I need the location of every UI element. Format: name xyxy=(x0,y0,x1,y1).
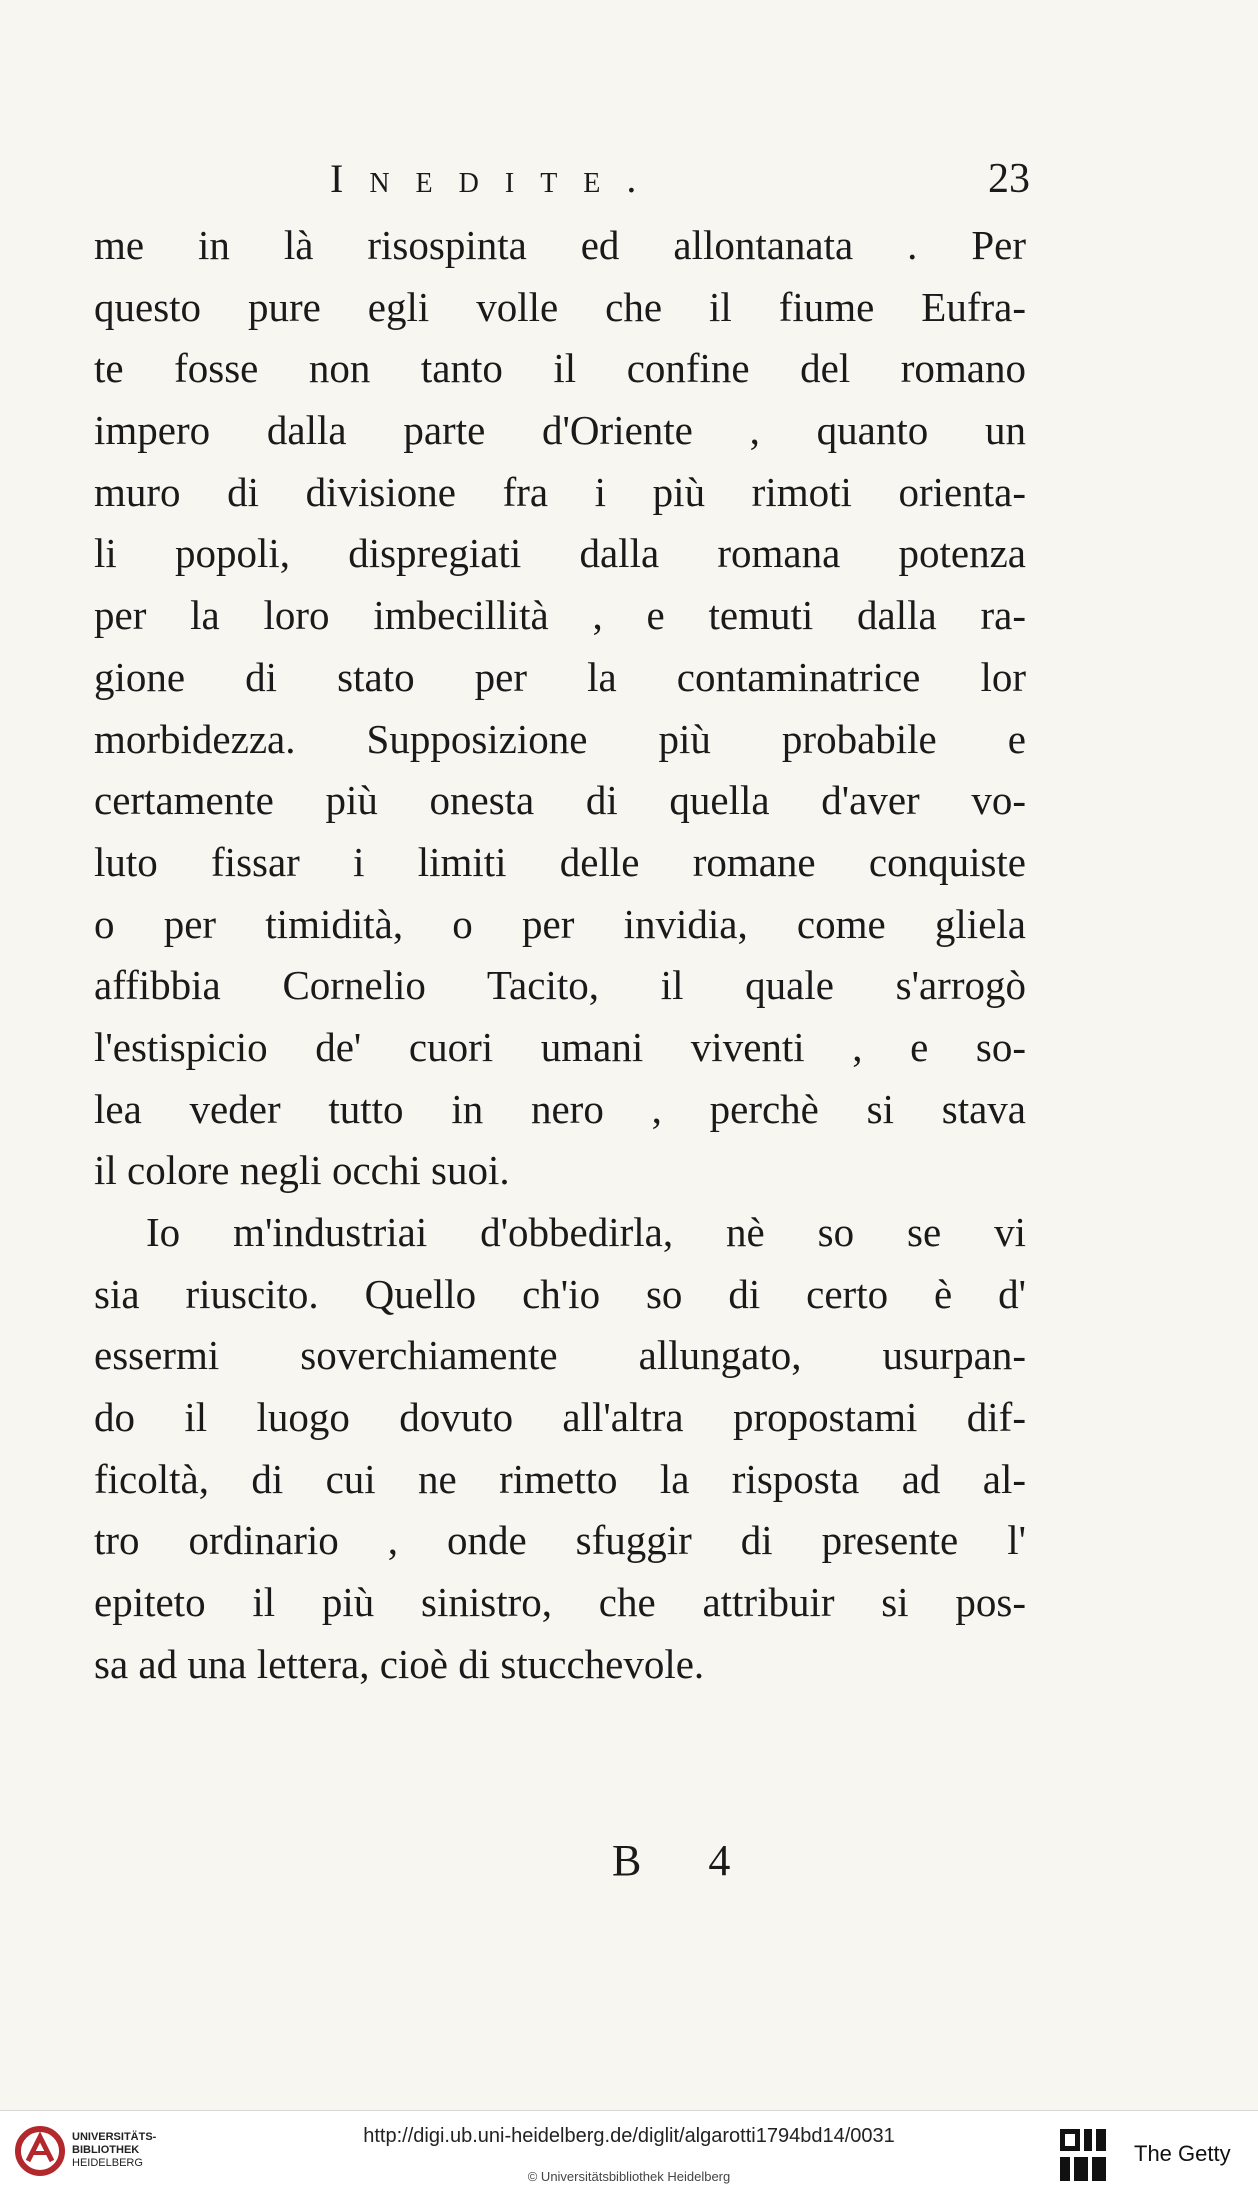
getty-name: The Getty xyxy=(1134,2141,1231,2166)
page-number: 23 xyxy=(988,156,1030,202)
library-name-line: HEIDELBERG xyxy=(72,2157,143,2169)
paragraph-end-line: sa ad una lettera, cioè di stucchevole. xyxy=(94,1640,705,1687)
running-head-title: Inedite. xyxy=(330,156,663,201)
text-line: ficoltà, di cui ne rimetto la risposta ad al- xyxy=(94,1455,1026,1502)
text-line: luto fissar i limiti delle romane conquiste xyxy=(94,838,1026,885)
text-line: essermi soverchiamente allungato, usurpan- xyxy=(94,1332,1026,1379)
library-name-line: BIBLIOTHEK xyxy=(72,2144,140,2156)
body-text xyxy=(94,215,1026,1696)
paragraph-end-line: il colore negli occhi suoi. xyxy=(94,1147,510,1194)
text-line: muro di divisione fra i più rimoti orienta- xyxy=(94,468,1026,515)
text-line: li popoli, dispregiati dalla romana potenza xyxy=(94,530,1026,577)
signature-mark: B 4 xyxy=(612,1836,759,1885)
text-line: gione di stato per la contaminatrice lor xyxy=(94,653,1026,700)
text-line: morbidezza. Supposizione più probabile e xyxy=(94,715,1026,762)
copyright-notice: © Universitätsbibliothek Heidelberg xyxy=(527,2169,731,2184)
text-line: sia riuscito. Quello ch'io so di certo è d' xyxy=(94,1270,1026,1317)
text-line: do il luogo dovuto all'altra propostami dif- xyxy=(94,1394,1026,1441)
permalink-url[interactable]: http://digi.ub.uni-heidelberg.de/diglit/algarotti1794bd14/0031 xyxy=(363,2125,895,2147)
text-line: per la loro imbecillità , e temuti dalla ra- xyxy=(94,592,1026,639)
text-line: me in là risospinta ed allontanata . Per xyxy=(94,222,1026,268)
getty-logo-icon xyxy=(1058,2127,1108,2183)
text-line: certamente più onesta di quella d'aver vo- xyxy=(94,777,1026,824)
footer-bar xyxy=(0,2110,1258,2200)
text-line: impero dalla parte d'Oriente , quanto un xyxy=(94,407,1026,454)
library-name-line: UNIVERSITÄTS- xyxy=(72,2131,157,2143)
text-line: o per timidità, o per invidia, come gliela xyxy=(94,900,1026,947)
running-head xyxy=(330,155,1030,205)
text-line: tro ordinario , onde sfuggir di presente l' xyxy=(94,1517,1026,1564)
text-line: te fosse non tanto il confine del romano xyxy=(94,345,1026,392)
text-line: affibbia Cornelio Tacito, il quale s'arrogò xyxy=(94,962,1026,1009)
text-line: epiteto il più sinistro, che attribuir si pos- xyxy=(94,1579,1026,1626)
text-line: questo pure egli volle che il fiume Eufra- xyxy=(94,283,1026,330)
paragraph-start-line: Io m'industriai d'obbedirla, nè so se vi xyxy=(146,1209,1026,1255)
text-line: l'estispicio de' cuori umani viventi , e so- xyxy=(94,1023,1026,1070)
text-line: lea veder tutto in nero , perchè si stava xyxy=(94,1085,1026,1132)
